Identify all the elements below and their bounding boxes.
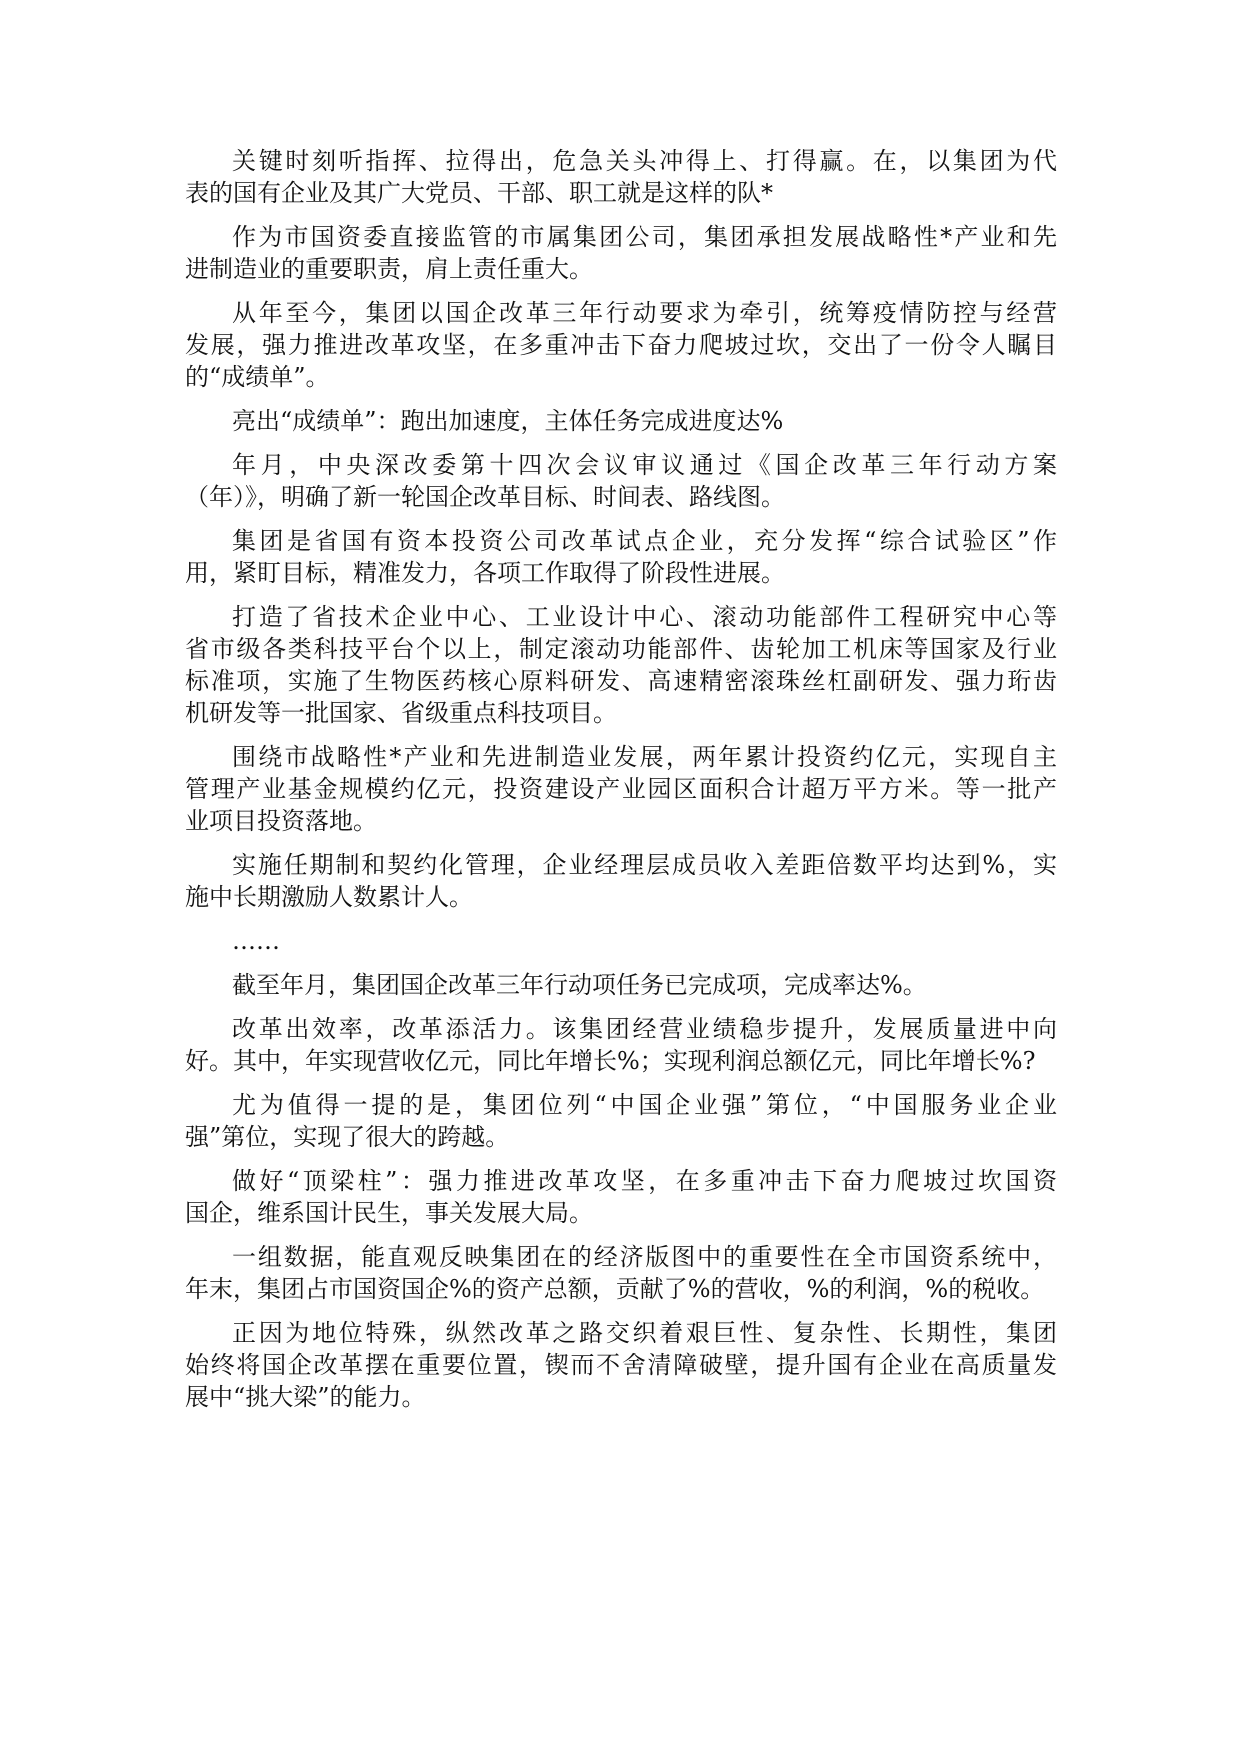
paragraph-line: 正因为地位特殊，纵然改革之路交织着艰巨性、复杂性、长期性，集团 xyxy=(232,1319,1057,1347)
paragraph-line: 施中长期激励人数累计人。 xyxy=(185,883,473,911)
paragraph-line: 用，紧盯目标，精准发力，各项工作取得了阶段性进展。 xyxy=(185,559,785,587)
paragraph xyxy=(185,601,1057,729)
paragraph-line: 作为市国资委直接监管的市属集团公司，集团承担发展战略性*产业和先 xyxy=(232,223,1057,251)
paragraph-line: 截至年月，集团国企改革三年行动项任务已完成项，完成率达%。 xyxy=(232,971,927,999)
paragraph-line: 改革出效率，改革添活力。该集团经营业绩稳步提升，发展质量进中向 xyxy=(232,1015,1057,1043)
paragraph-line: 标准项，实施了生物医药核心原料研发、高速精密滚珠丝杠副研发、强力珩齿 xyxy=(185,667,1057,695)
paragraph-line: 从年至今，集团以国企改革三年行动要求为牵引，统筹疫情防控与经营 xyxy=(232,299,1057,327)
paragraph xyxy=(185,1317,1057,1413)
paragraph xyxy=(185,1241,1057,1305)
paragraph xyxy=(185,849,1057,913)
paragraph xyxy=(185,449,1057,513)
paragraph-line: 围绕市战略性*产业和先进制造业发展，两年累计投资约亿元，实现自主 xyxy=(232,743,1057,771)
paragraph-line: 一组数据，能直观反映集团在的经济版图中的重要性在全市国资系统中， xyxy=(232,1243,1057,1271)
paragraph-line: （年）》，明确了新一轮国企改革目标、时间表、路线图。 xyxy=(185,483,785,511)
paragraph-line: 始终将国企改革摆在重要位置，锲而不舍清障破壁，提升国有企业在高质量发 xyxy=(185,1351,1057,1379)
paragraph-line: 业项目投资落地。 xyxy=(185,807,377,835)
paragraph-line: 年月，中央深改委第十四次会议审议通过《国企改革三年行动方案 xyxy=(232,451,1057,479)
paragraph-line: 集团是省国有资本投资公司改革试点企业，充分发挥“综合试验区”作 xyxy=(232,527,1057,555)
paragraph-line: 省市级各类科技平台个以上，制定滚动功能部件、齿轮加工机床等国家及行业 xyxy=(185,635,1057,663)
paragraph xyxy=(185,1165,1057,1229)
paragraph-line: …… xyxy=(232,927,280,955)
paragraph-line: 实施任期制和契约化管理，企业经理层成员收入差距倍数平均达到%，实 xyxy=(232,851,1057,879)
paragraph-line: 打造了省技术企业中心、工业设计中心、滚动功能部件工程研究中心等 xyxy=(232,603,1057,631)
paragraph-line: 表的国有企业及其广大党员、干部、职工就是这样的队* xyxy=(185,179,773,207)
paragraph-line: 管理产业基金规模约亿元，投资建设产业园区面积合计超万平方米。等一批产 xyxy=(185,775,1057,803)
paragraph xyxy=(185,297,1057,393)
paragraph xyxy=(185,1089,1057,1153)
paragraph xyxy=(185,925,1057,957)
paragraph-line: 展中“挑大梁”的能力。 xyxy=(185,1383,426,1411)
paragraph xyxy=(185,221,1057,285)
paragraph xyxy=(185,525,1057,589)
paragraph-line: 好。其中，年实现营收亿元，同比年增长%；实现利润总额亿元，同比年增长%? xyxy=(185,1047,1036,1075)
paragraph-line: 进制造业的重要职责，肩上责任重大。 xyxy=(185,255,593,283)
paragraph-line: 机研发等一批国家、省级重点科技项目。 xyxy=(185,699,617,727)
paragraph xyxy=(185,1013,1057,1077)
paragraph-line: 国企，维系国计民生，事关发展大局。 xyxy=(185,1199,593,1227)
paragraph-line: 亮出“成绩单”：跑出加速度，主体任务完成进度达% xyxy=(232,407,784,435)
paragraph xyxy=(185,741,1057,837)
paragraph xyxy=(185,969,1057,1001)
paragraph-line: 发展，强力推进改革攻坚，在多重冲击下奋力爬坡过坎，交出了一份令人瞩目 xyxy=(185,331,1057,359)
paragraph xyxy=(185,405,1057,437)
paragraph-line: 年末，集团占市国资国企%的资产总额，贡献了%的营收，%的利润，%的税收。 xyxy=(185,1275,1045,1303)
document-body xyxy=(185,145,1057,1425)
paragraph-line: 关键时刻听指挥、拉得出，危急关头冲得上、打得赢。在，以集团为代 xyxy=(232,147,1057,175)
paragraph xyxy=(185,145,1057,209)
paragraph-line: 尤为值得一提的是，集团位列“中国企业强”第位，“中国服务业企业 xyxy=(232,1091,1057,1119)
paragraph-line: 的“成绩单”。 xyxy=(185,363,330,391)
paragraph-line: 做好“顶梁柱”：强力推进改革攻坚，在多重冲击下奋力爬坡过坎国资 xyxy=(232,1167,1057,1195)
paragraph-line: 强”第位，实现了很大的跨越。 xyxy=(185,1123,510,1151)
